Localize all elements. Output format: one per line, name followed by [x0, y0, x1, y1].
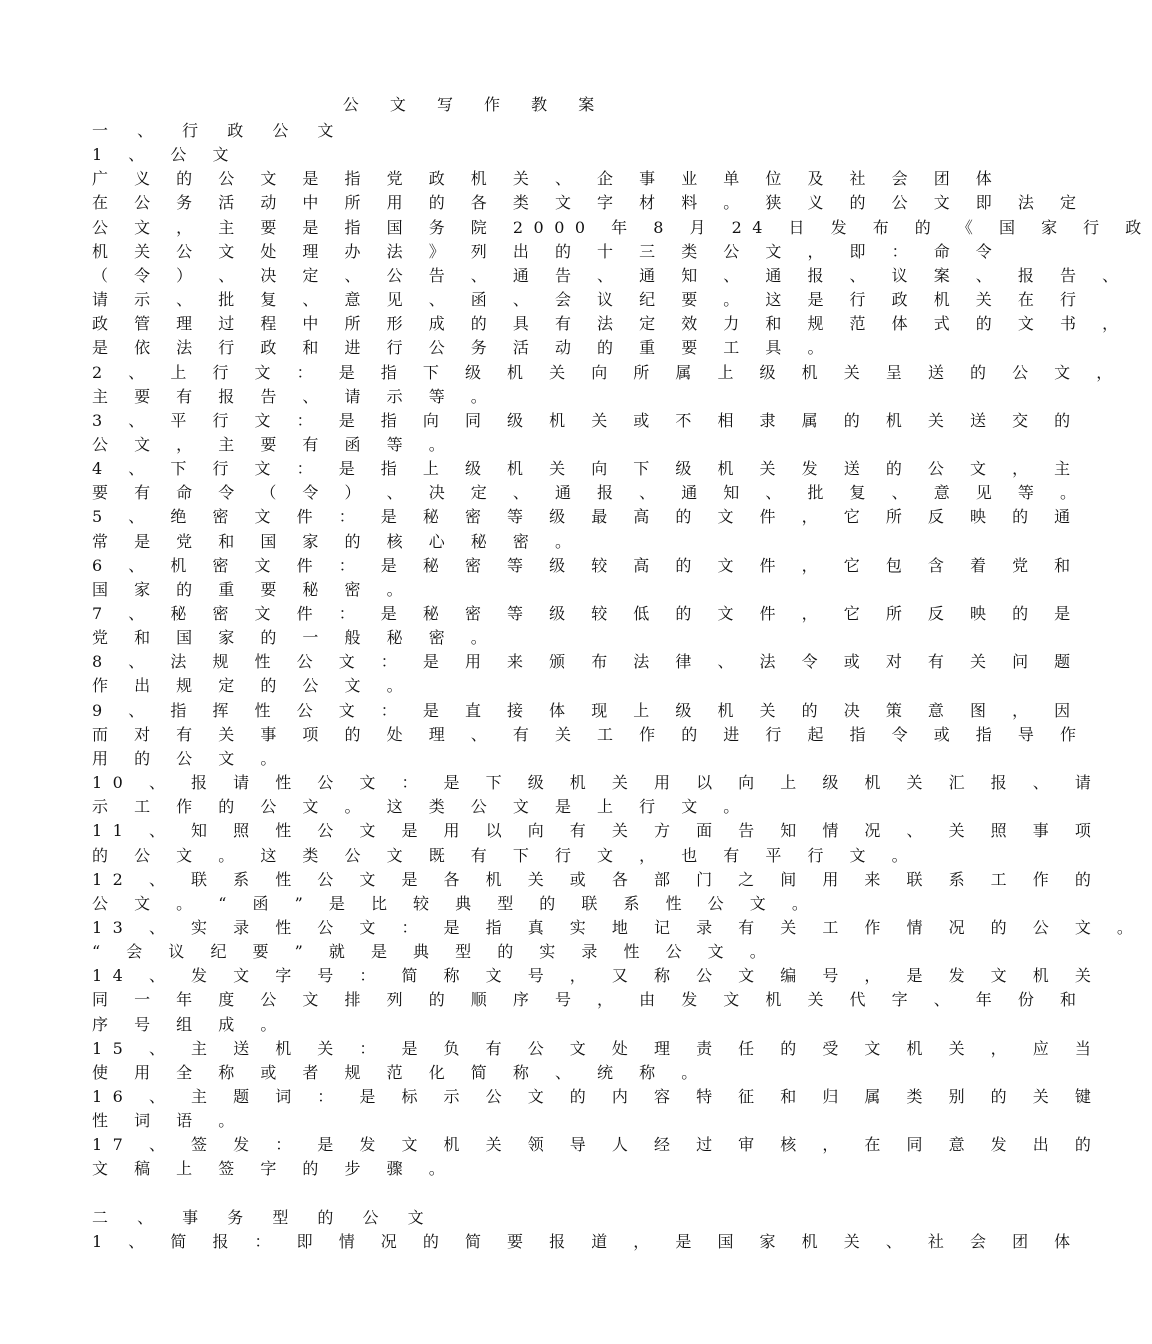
- text-line: 常 是 党 和 国 家 的 核 心 秘 密 。: [92, 531, 582, 551]
- text-line: 国 家 的 重 要 秘 密 。: [92, 579, 414, 599]
- text-line: 同 一 年 度 公 文 排 列 的 顺 序 号 ， 由 发 文 机 关 代 字 、 年 份 和: [92, 990, 1087, 1010]
- text-line: 政 管 理 过 程 中 所 形 成 的 具 有 法 定 效 力 和 规 范 体 式 的 文 书 ，: [92, 314, 1129, 334]
- text-line: 使 用 全 称 或 者 规 范 化 简 称 、 统 称 。: [92, 1062, 708, 1082]
- text-line: 用 的 公 文 。: [92, 748, 287, 768]
- text-line: 9 、 指 挥 性 公 文 ： 是 直 接 体 现 上 级 机 关 的 决 策 意 图 ， 因: [92, 700, 1081, 720]
- text-line: 主 要 有 报 告 、 请 示 等 。: [92, 386, 498, 406]
- text-line: 二 、 事 务 型 的 公 文: [92, 1207, 436, 1227]
- text-line: 广 义 的 公 文 是 指 党 政 机 关 、 企 事 业 单 位 及 社 会 团 体: [92, 169, 1003, 189]
- text-line: 5 、 绝 密 文 件 ： 是 秘 密 等 级 最 高 的 文 件 ， 它 所 反 映 的 通: [92, 507, 1081, 527]
- text-line: 在 公 务 活 动 中 所 用 的 各 类 文 字 材 料 。 狭 义 的 公 文 即 法 定: [92, 193, 1087, 213]
- text-line: 16 、 主 题 词 ： 是 标 示 公 文 的 内 容 特 征 和 归 属 类 别 的 关 键: [92, 1087, 1102, 1106]
- text-line: 7 、 秘 密 文 件 ： 是 秘 密 等 级 较 低 的 文 件 ， 它 所 反 映 的 是: [92, 604, 1081, 623]
- text-line: 的 公 文 。 这 类 公 文 既 有 下 行 文 ， 也 有 平 行 文 。: [92, 845, 919, 865]
- text-line: 公 文 ， 主 要 有 函 等 。: [92, 434, 456, 454]
- text-line: 2 、 上 行 文 ： 是 指 下 级 机 关 向 所 属 上 级 机 关 呈 送 的 公 文 ，: [92, 362, 1123, 382]
- text-line: 机 关 公 文 处 理 办 法 》 列 出 的 十 三 类 公 文 ， 即 ： 命 令: [92, 241, 1003, 261]
- text-line: 4 、 下 行 文 ： 是 指 上 级 机 关 向 下 级 机 关 发 送 的 公 文 ， 主: [92, 459, 1081, 479]
- text-line: 14 、 发 文 字 号 ： 简 称 文 号 ， 又 称 公 文 编 号 ， 是 发 文 机 关: [92, 966, 1102, 986]
- text-line: 8 、 法 规 性 公 文 ： 是 用 来 颁 布 法 律 、 法 令 或 对 有 关 问 题: [92, 652, 1081, 672]
- text-line: “ 会 议 纪 要 ” 就 是 典 型 的 实 录 性 公 文 。: [92, 942, 777, 962]
- text-line: 文 稿 上 签 字 的 步 骤 。: [92, 1159, 456, 1179]
- text-line: 11 、 知 照 性 公 文 是 用 以 向 有 关 方 面 告 知 情 况 、 关 照 事 项: [92, 821, 1102, 841]
- text-line: 作 出 规 定 的 公 文 。: [92, 676, 414, 696]
- text-line: 12 、 联 系 性 公 文 是 各 机 关 或 各 部 门 之 间 用 来 联 系 工 作 的: [92, 869, 1102, 889]
- text-line: 请 示 、 批 复 、 意 见 、 函 、 会 议 纪 要 。 这 是 行 政 机 关 在 行: [92, 290, 1087, 310]
- text-line: 序 号 组 成 。: [92, 1014, 287, 1034]
- text-line: 性 词 语 。: [92, 1111, 245, 1131]
- text-line: 6 、 机 密 文 件 ： 是 秘 密 等 级 较 高 的 文 件 ， 它 包 含 着 党 和: [92, 555, 1081, 575]
- text-line: 而 对 有 关 事 项 的 处 理 、 有 关 工 作 的 进 行 起 指 令 或 指 导 作: [92, 724, 1087, 744]
- document-title: 公 文 写 作 教 案: [342, 95, 608, 114]
- text-line: 示 工 作 的 公 文 。 这 类 公 文 是 上 行 文 。: [92, 797, 750, 817]
- text-line: 3 、 平 行 文 ： 是 指 向 同 级 机 关 或 不 相 隶 属 的 机 关 送 交 的: [92, 410, 1081, 430]
- text-line: 17 、 签 发 ： 是 发 文 机 关 领 导 人 经 过 审 核 ， 在 同 意 发 出 的: [92, 1135, 1102, 1155]
- text-line: 公 文 。 “ 函 ” 是 比 较 典 型 的 联 系 性 公 文 。: [92, 893, 819, 913]
- text-line: [92, 1183, 882, 1205]
- text-line: 13 、 实 录 性 公 文 ： 是 指 真 实 地 记 录 有 关 工 作 情 况 的 公 文 。: [92, 917, 1144, 937]
- text-line: （ 令 ） 、 决 定 、 公 告 、 通 告 、 通 知 、 通 报 、 议 案 、 报 告 、: [92, 265, 1129, 285]
- text-line: 党 和 国 家 的 一 般 秘 密 。: [92, 628, 498, 648]
- text-line: 一 、 行 政 公 文: [92, 121, 346, 140]
- text-line: 1 、 公 文: [92, 145, 239, 165]
- text-line: 是 依 法 行 政 和 进 行 公 务 活 动 的 重 要 工 具 。: [92, 338, 834, 358]
- text-line: 15 、 主 送 机 关 ： 是 负 有 公 文 处 理 责 任 的 受 文 机 关 ， 应 当: [92, 1038, 1102, 1058]
- text-line: 公 文 ， 主 要 是 指 国 务 院 2000 年 8 月 24 日 发 布 的 《 国 家 行 政: [92, 217, 1152, 237]
- text-line: 1 、 简 报 ： 即 情 况 的 简 要 报 道 ， 是 国 家 机 关 、 社 会 团 体: [92, 1231, 1081, 1251]
- text-line: 要 有 命 令 （ 令 ） 、 决 定 、 通 报 、 通 知 、 批 复 、 意 见 等 。: [92, 483, 1087, 503]
- text-line: 10 、 报 请 性 公 文 ： 是 下 级 机 关 用 以 向 上 级 机 关 汇 报 、 请: [92, 773, 1102, 793]
